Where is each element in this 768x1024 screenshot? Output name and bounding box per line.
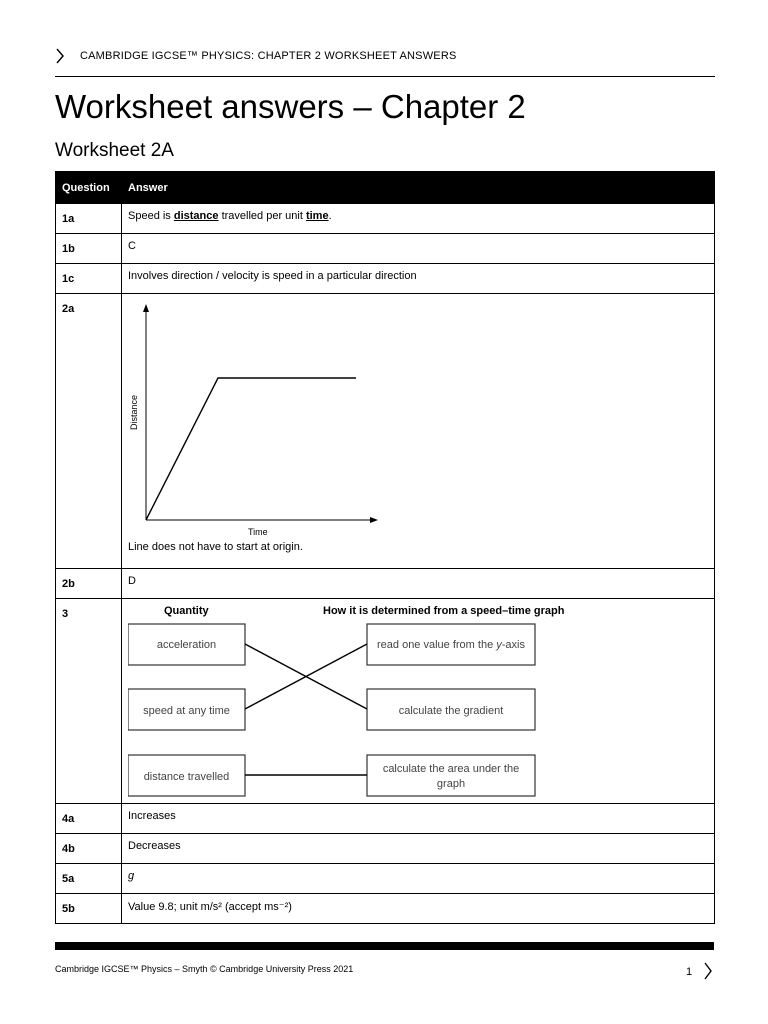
matching-header-method: How it is determined from a speed–time graph bbox=[323, 605, 565, 617]
y-axis-arrow bbox=[143, 304, 149, 312]
answer-cell: Value 9.8; unit m/s² (accept ms⁻²) bbox=[122, 894, 715, 924]
footer-bar bbox=[55, 942, 714, 950]
table-row bbox=[56, 804, 715, 834]
box-acceleration-label: acceleration bbox=[156, 639, 217, 651]
answer-text: travelled per unit bbox=[218, 210, 306, 222]
footer-copyright: Cambridge IGCSE™ Physics – Smyth © Cambridge University Press 2021 bbox=[55, 964, 354, 974]
answer-symbol-g: g bbox=[128, 870, 135, 882]
page-header bbox=[55, 46, 715, 77]
question-number: 4b bbox=[56, 834, 122, 864]
table-header-row bbox=[56, 172, 715, 204]
answer-cell bbox=[122, 204, 715, 234]
question-number: 5a bbox=[56, 864, 122, 894]
page-title: Worksheet answers – Chapter 2 bbox=[55, 88, 526, 125]
answer-cell: Decreases bbox=[122, 834, 715, 864]
x-axis-label: Time bbox=[248, 527, 268, 537]
box-gradient-label: calculate the gradient bbox=[398, 705, 504, 717]
answers-table bbox=[55, 171, 715, 924]
x-axis-arrow bbox=[370, 517, 378, 523]
chevron-right-icon bbox=[703, 962, 713, 980]
question-number: 3 bbox=[56, 599, 122, 804]
answer-keyword: distance bbox=[173, 210, 219, 222]
question-number: 2b bbox=[56, 569, 122, 599]
worksheet-subtitle: Worksheet 2A bbox=[55, 140, 174, 161]
distance-time-graph bbox=[128, 300, 708, 568]
graph-svg bbox=[128, 300, 388, 540]
table-row bbox=[56, 264, 715, 294]
answer-cell: D bbox=[122, 569, 715, 599]
box-read-value-label: read one value from the y-axis bbox=[377, 639, 525, 651]
table-row bbox=[56, 894, 715, 924]
column-header-answer: Answer bbox=[122, 172, 715, 204]
answer-cell: Involves direction / velocity is speed in a particular direction bbox=[122, 264, 715, 294]
box-area-label-line1: calculate the area under the bbox=[382, 763, 520, 775]
table-row bbox=[56, 294, 715, 569]
answer-cell: Increases bbox=[122, 804, 715, 834]
question-number: 1c bbox=[56, 264, 122, 294]
box-distance-label: distance travelled bbox=[143, 771, 230, 783]
chevron-right-icon bbox=[55, 48, 65, 64]
question-number: 1a bbox=[56, 204, 122, 234]
table-row bbox=[56, 864, 715, 894]
box-area-label-line2: graph bbox=[436, 778, 466, 790]
answer-keyword: time bbox=[305, 210, 329, 222]
question-number: 1b bbox=[56, 234, 122, 264]
box-speed-label: speed at any time bbox=[143, 705, 230, 717]
table-row bbox=[56, 569, 715, 599]
answer-cell bbox=[122, 599, 715, 804]
y-axis-label: Distance bbox=[129, 394, 139, 430]
question-number: 5b bbox=[56, 894, 122, 924]
answer-cell bbox=[122, 864, 715, 894]
header-text: CAMBRIDGE IGCSE™ PHYSICS: CHAPTER 2 WORKSHEET ANSWERS bbox=[80, 50, 457, 62]
column-header-question: Question bbox=[56, 172, 122, 204]
graph-line bbox=[146, 378, 356, 520]
answer-cell bbox=[122, 294, 715, 569]
matching-svg bbox=[128, 599, 588, 803]
matching-diagram bbox=[122, 599, 714, 803]
table-row bbox=[56, 204, 715, 234]
answer-text: Speed is bbox=[128, 210, 174, 222]
table-row bbox=[56, 599, 715, 804]
page-number: 1 bbox=[686, 966, 693, 978]
graph-note: Line does not have to start at origin. bbox=[128, 541, 303, 553]
question-number: 4a bbox=[56, 804, 122, 834]
answer-text: . bbox=[328, 210, 332, 222]
answer-cell: C bbox=[122, 234, 715, 264]
table-row bbox=[56, 234, 715, 264]
table-row bbox=[56, 834, 715, 864]
question-number: 2a bbox=[56, 294, 122, 569]
matching-header-quantity: Quantity bbox=[164, 605, 209, 617]
